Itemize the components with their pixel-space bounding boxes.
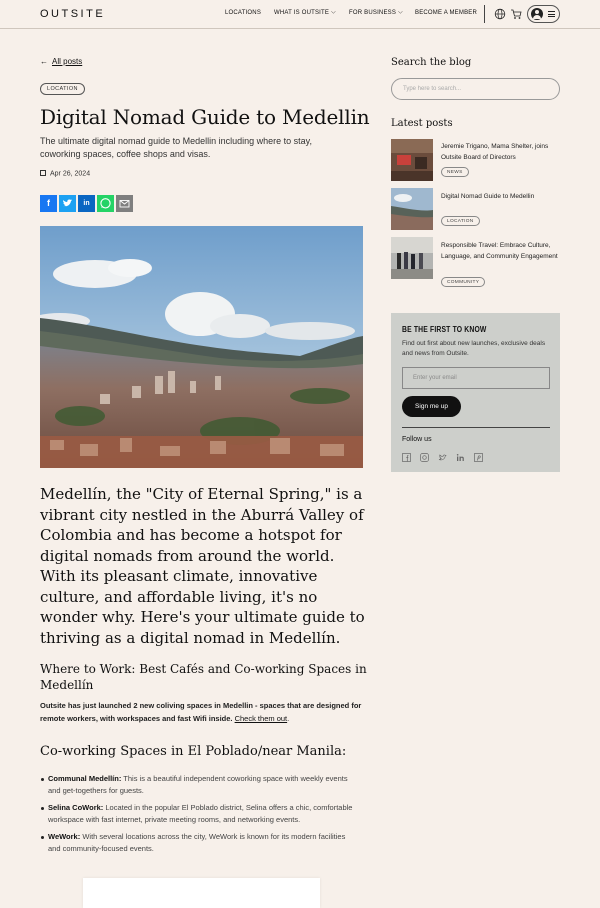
follow-us-label: Follow us [402,436,432,443]
logo[interactable]: OUTSITE [40,8,106,20]
blog-search-input[interactable]: Type here to search... [391,78,560,100]
instagram-icon[interactable] [420,453,429,462]
list-item-name: WeWork: [48,832,81,842]
share-email-button[interactable] [116,195,133,212]
embedded-card [83,878,320,908]
account-menu-button[interactable] [527,5,560,23]
post-thumbnail[interactable] [391,188,433,230]
newsletter-email-input[interactable]: Enter your email [402,367,550,389]
article-title: Digital Nomad Guide to Medellin [40,105,370,129]
article-date [40,170,90,178]
share-facebook-button[interactable] [40,195,57,212]
nav-for-business-label: FOR BUSINESS [349,10,397,16]
newsletter-title: BE THE FIRST TO KNOW [402,325,487,334]
twitter-icon [59,195,76,212]
back-link-label: All posts [52,57,83,66]
back-to-all-posts-link[interactable] [40,57,82,66]
header-divider [484,5,485,23]
list-item-text: Located in the popular El Poblado district, Selina offers a chic, comfortable workspace with fast internet, private meeting rooms, and networking events. [48,803,353,825]
list-item-text: This is a beautiful independent coworking space with weekly events and get-togethers for guests. [48,774,348,796]
arrow-left-icon: ← [40,57,48,66]
post-thumbnail[interactable] [391,139,433,181]
intro-paragraph [40,700,370,725]
share-whatsapp-button[interactable] [97,195,114,212]
section-heading-where-to-work: Where to Work: Best Cafés and Co-working Spaces in Medellín [40,662,367,692]
pinterest-icon[interactable] [474,453,483,462]
latest-post-title[interactable]: Jeremie Trigano, Mama Shelter, joins Outsite Board of Directors [441,143,549,161]
email-icon [116,195,133,212]
post-thumbnail[interactable] [391,237,433,279]
sign-me-up-button[interactable]: Sign me up [402,396,461,417]
list-item [48,831,358,856]
whatsapp-icon [97,195,114,212]
list-item-text: With several locations across the city, WeWork is known for its modern facilities and community-focused events. [48,832,346,854]
share-linkedin-button[interactable] [78,195,95,212]
latest-post-tag[interactable]: COMMUNITY [441,277,485,287]
globe-icon[interactable] [494,8,506,20]
twitter-icon[interactable] [438,453,447,462]
cart-icon[interactable] [510,8,522,20]
list-item [48,773,358,798]
nav-become-member[interactable] [415,10,477,16]
coworking-list [48,773,358,860]
share-twitter-button[interactable] [59,195,76,212]
nav-become-member-label: BECOME A MEMBER [415,10,478,16]
latest-post-title[interactable]: Responsible Travel: Embrace Culture, Language, and Community Engagement [441,242,558,260]
intro-bold-text: Outsite has just launched 2 new coliving spaces in Medellin - spaces that are designed for remote workers, with workspaces and fast Wifi inside. [40,701,362,723]
nav-what-is-outsite[interactable] [274,10,336,17]
search-blog-heading: Search the blog [391,57,472,68]
nav-locations[interactable] [225,10,261,16]
linkedin-icon[interactable] [456,453,465,462]
section-heading-coworking: Co-working Spaces in El Poblado/near Manila: [40,744,347,759]
chevron-down-icon: ⌵ [398,9,403,16]
nav-locations-label: LOCATIONS [225,10,262,16]
list-item-name: Selina CoWork: [48,803,104,813]
intro-period: . [287,713,290,723]
newsletter-box [391,313,560,472]
article-subtitle: The ultimate digital nomad guide to Medellin including where to stay, coworking spaces, coffee shops and visas. [40,136,312,159]
newsletter-text: Find out first about new launches, exclusive deals and news from Outsite. [402,340,546,357]
latest-post-tag[interactable]: NEWS [441,167,469,177]
nav-for-business[interactable] [349,10,403,17]
latest-post-tag[interactable]: LOCATION [441,216,480,226]
latest-post-title[interactable]: Digital Nomad Guide to Medellin [441,193,535,200]
check-them-out-link[interactable]: Check them out [234,713,288,723]
facebook-icon: f [47,198,50,208]
newsletter-divider [402,427,550,428]
linkedin-icon: in [83,200,90,207]
hero-image-medellin [40,226,363,468]
menu-icon [548,11,555,17]
latest-posts-heading: Latest posts [391,118,453,129]
list-item [48,802,358,827]
calendar-icon [40,170,46,176]
category-tag[interactable]: LOCATION [40,83,85,95]
chevron-down-icon: ⌵ [331,9,336,16]
article-lede: Medellín, the "City of Eternal Spring," is a vibrant city nestled in the Aburrá Valley of Colombia and has become a hotspot for digital nomads from around the world. With its pleasant climate, innovative culture, and affordable living, it's no wonder why. Here's your ultimate guide to thriving as a digital nomad in Medellín. [40,485,365,647]
user-icon [531,8,543,20]
list-item-name: Communal Medellín: [48,774,122,783]
facebook-icon[interactable] [402,453,411,462]
date-text: Apr 26, 2024 [50,170,91,178]
nav-what-is-label: WHAT IS OUTSITE [274,10,330,16]
site-header [0,0,600,29]
